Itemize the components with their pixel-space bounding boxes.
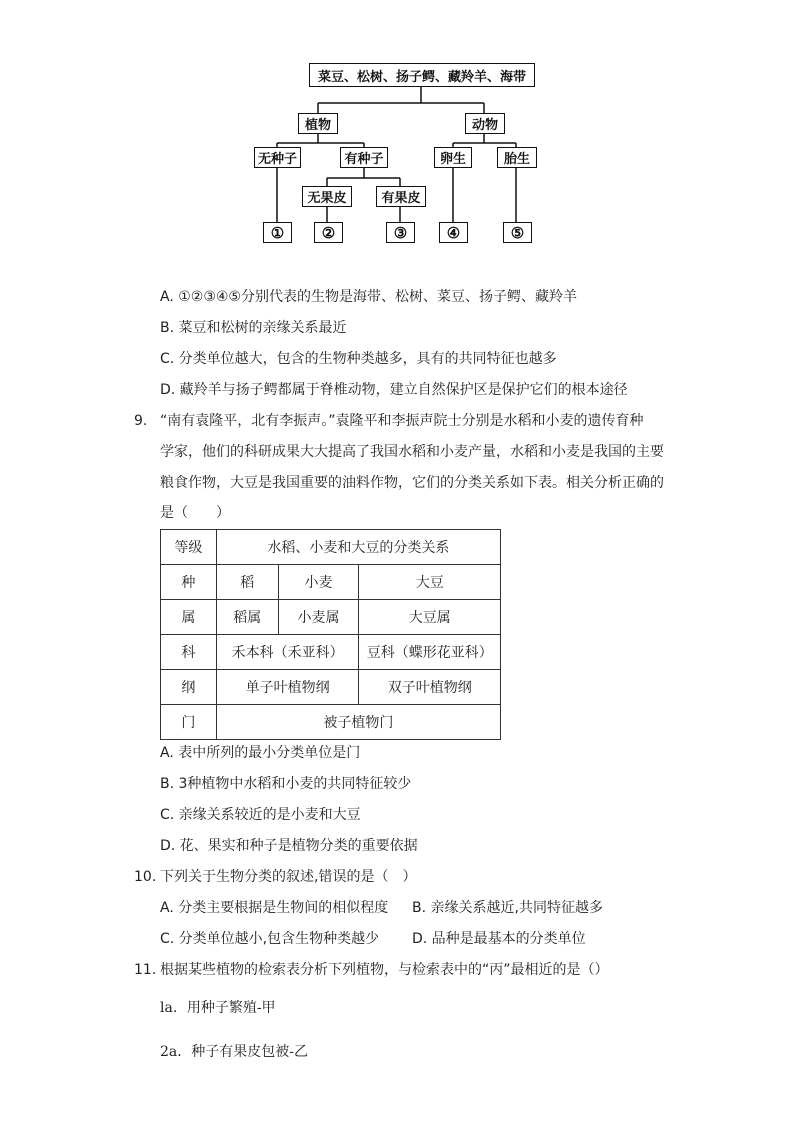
table-row — [161, 565, 501, 600]
tree-leaf-3: ③ — [386, 222, 415, 243]
q8-option-b[interactable]: B. 菜豆和松树的亲缘关系最近 — [160, 320, 347, 336]
q11-key-line-1: la．用种子繁殖-甲 — [160, 1000, 276, 1016]
table-header-row — [161, 530, 501, 565]
q8-option-a[interactable]: A. ①②③④⑤分别代表的生物是海带、松树、菜豆、扬子鳄、藏羚羊 — [160, 289, 577, 305]
q9-stem-line-3: 粮食作物，大豆是我国重要的油料作物，它们的分类关系如下表。相关分析正确的 — [160, 475, 664, 491]
tree-leaf-1: ① — [263, 222, 292, 243]
q9-option-d[interactable]: D. 花、果实和种子是植物分类的重要依据 — [160, 838, 418, 854]
q10-option-b[interactable]: B. 亲缘关系越近,共同特征越多 — [412, 900, 603, 916]
tree-node-plant: 植物 — [298, 113, 338, 134]
q9-option-a[interactable]: A. 表中所列的最小分类单位是门 — [160, 745, 361, 761]
tree-leaf-2: ② — [314, 222, 343, 243]
table-row — [161, 600, 501, 635]
tree-leaf-5: ⑤ — [503, 222, 532, 243]
q9-stem-line-1: “南有袁隆平，北有李振声。”袁隆平和李振声院士分别是水稻和小麦的遗传育种 — [160, 413, 644, 429]
q9-stem-line-4: 是（ ） — [160, 505, 230, 521]
q11-stem: 根据某些植物的检索表分析下列植物，与检索表中的“丙”最相近的是（） — [160, 962, 609, 978]
table-level-cell: 属 — [161, 600, 217, 635]
q9-option-c[interactable]: C. 亲缘关系较近的是小麦和大豆 — [160, 807, 361, 823]
tree-root-box: 菜豆、松树、扬子鳄、藏羚羊、海带 — [309, 63, 535, 87]
tree-leaf-4: ④ — [439, 222, 468, 243]
table-cell: 被子植物门 — [216, 705, 500, 740]
q10-number: 10. — [134, 869, 157, 885]
q11-number: 11. — [134, 962, 157, 978]
q8-option-c[interactable]: C. 分类单位越大，包含的生物种类越多，具有的共同特征也越多 — [160, 351, 557, 367]
tree-node-no-pericarp: 无果皮 — [302, 186, 352, 207]
table-row — [161, 635, 501, 670]
tree-node-animal: 动物 — [465, 113, 505, 134]
tree-node-viviparous: 胎生 — [497, 147, 537, 168]
tree-connector-lines — [0, 0, 794, 260]
table-cell: 稻属 — [216, 600, 278, 635]
table-level-cell: 种 — [161, 565, 217, 600]
table-cell: 禾本科（禾亚科） — [216, 635, 359, 670]
table-cell: 双子叶植物纲 — [359, 670, 501, 705]
tree-node-has-seed: 有种子 — [340, 147, 388, 168]
q10-option-c[interactable]: C. 分类单位越小,包含生物种类越少 — [160, 931, 380, 947]
table-header-level: 等级 — [161, 530, 217, 565]
q9-number: 9. — [134, 413, 148, 429]
q9-stem-line-2: 学家，他们的科研成果大大提高了我国水稻和小麦产量，水稻和小麦是我国的主要 — [160, 444, 664, 460]
q10-option-a[interactable]: A. 分类主要根据是生物间的相似程度 — [160, 900, 389, 916]
table-cell: 稻 — [216, 565, 278, 600]
tree-node-has-pericarp: 有果皮 — [376, 186, 426, 207]
q11-key-line-2: 2a．种子有果皮包被-乙 — [160, 1044, 308, 1060]
tree-node-no-seed: 无种子 — [254, 147, 301, 168]
table-header-title: 水稻、小麦和大豆的分类关系 — [216, 530, 500, 565]
classification-table — [160, 529, 501, 740]
q10-stem: 下列关于生物分类的叙述,错误的是（ ） — [160, 869, 417, 885]
table-row — [161, 705, 501, 740]
table-cell: 大豆属 — [359, 600, 501, 635]
table-level-cell: 纲 — [161, 670, 217, 705]
table-row — [161, 670, 501, 705]
table-level-cell: 科 — [161, 635, 217, 670]
table-cell: 大豆 — [359, 565, 501, 600]
table-cell: 豆科（蝶形花亚科） — [359, 635, 501, 670]
table-level-cell: 门 — [161, 705, 217, 740]
table-cell: 单子叶植物纲 — [216, 670, 359, 705]
q9-option-b[interactable]: B. 3种植物中水稻和小麦的共同特征较少 — [160, 776, 412, 792]
table-cell: 小麦 — [278, 565, 359, 600]
q8-option-d[interactable]: D. 藏羚羊与扬子鳄都属于脊椎动物，建立自然保护区是保护它们的根本途径 — [160, 382, 628, 398]
q10-option-d[interactable]: D. 品种是最基本的分类单位 — [412, 931, 586, 947]
table-cell: 小麦属 — [278, 600, 359, 635]
tree-node-oviparous: 卵生 — [434, 147, 472, 168]
